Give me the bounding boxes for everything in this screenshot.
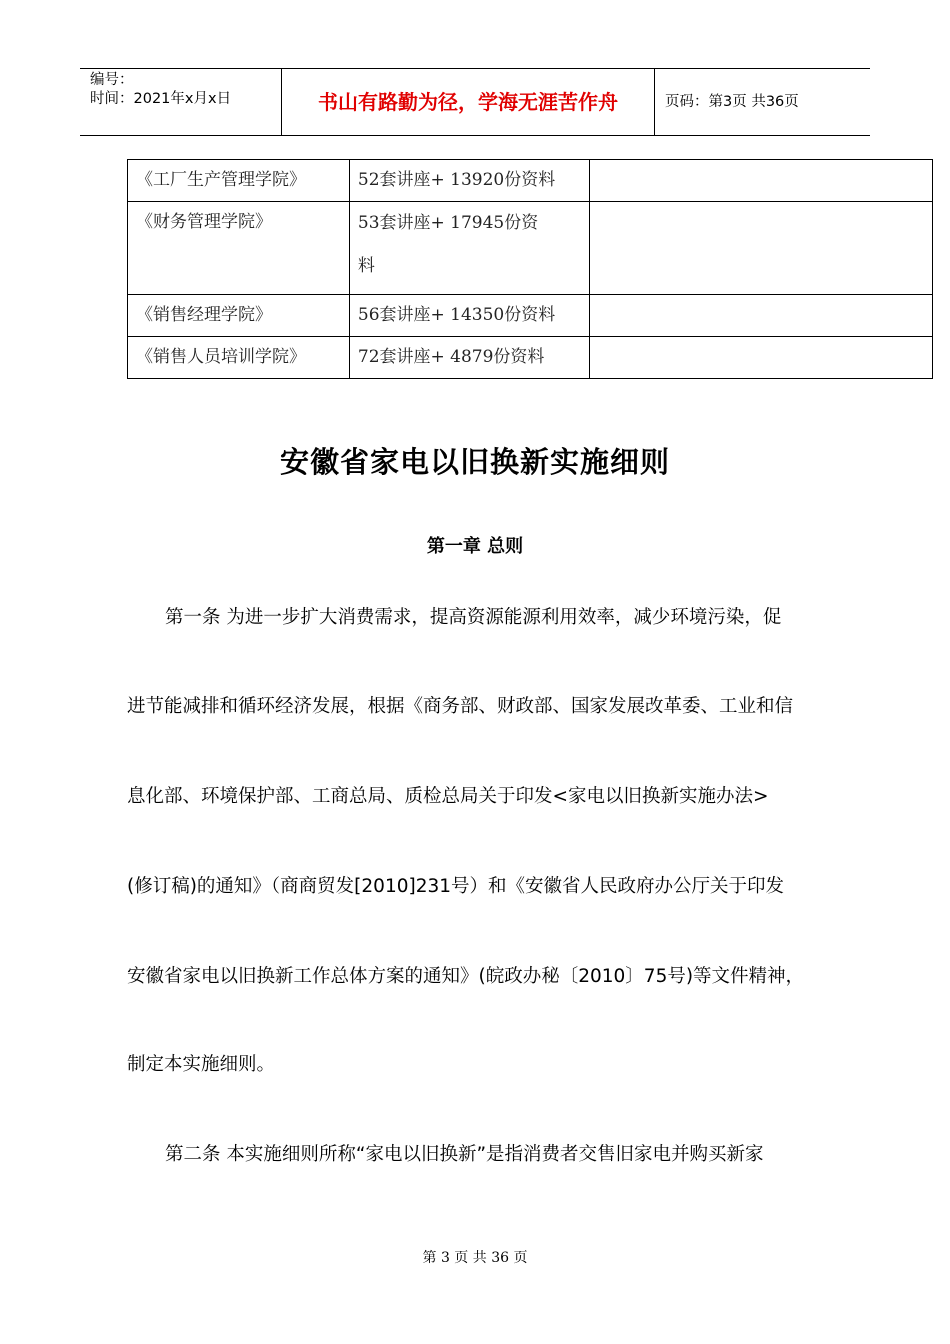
course-content-line: 料 <box>357 256 375 276</box>
body-line: 制定本实施细则。 <box>127 1054 276 1075</box>
table-row <box>128 160 933 202</box>
header-page-info: 页码：第3页 共36页 <box>665 94 799 110</box>
header-motto: 书山有路勤为径，学海无涯苦作舟 <box>282 69 655 135</box>
course-name: 《销售经理学院》 <box>128 295 350 337</box>
course-extra <box>589 337 932 379</box>
course-extra <box>589 295 932 337</box>
body-line: 进节能减排和循环经济发展，根据《商务部、财政部、国家发展改革委、工业和信 <box>127 696 794 717</box>
table-row <box>128 337 933 379</box>
chapter-heading: 第一章 总则 <box>426 536 524 557</box>
body-line: 第一条 为进一步扩大消费需求，提高资源能源利用效率，减少环境污染，促 <box>165 607 782 628</box>
course-extra <box>589 160 932 202</box>
page-footer: 第 3 页 共 36 页 <box>422 1250 528 1266</box>
course-content: 56套讲座+ 14350份资料 <box>349 295 589 337</box>
body-line: 息化部、环境保护部、工商总局、质检总局关于印发<家电以旧换新实施办法> <box>127 786 769 807</box>
body-line: (修订稿)的通知》（商商贸发[2010]231号）和《安徽省人民政府办公厅关于印发 <box>127 876 785 897</box>
course-content <box>349 202 589 295</box>
table-row <box>128 295 933 337</box>
course-name: 《工厂生产管理学院》 <box>128 160 350 202</box>
course-table <box>127 159 933 379</box>
course-name: 《财务管理学院》 <box>128 202 350 295</box>
course-content: 72套讲座+ 4879份资料 <box>349 337 589 379</box>
course-content-line: 53套讲座+ 17945份资 <box>357 213 539 233</box>
body-line: 第二条 本实施细则所称“家电以旧换新”是指消费者交售旧家电并购买新家 <box>165 1144 764 1165</box>
number-label: 编号： <box>90 72 134 88</box>
course-content: 52套讲座+ 13920份资料 <box>349 160 589 202</box>
table-row <box>128 202 933 295</box>
page-header <box>80 68 870 136</box>
body-line: 安徽省家电以旧换新工作总体方案的通知》(皖政办秘〔2010〕75号)等文件精神， <box>127 966 805 987</box>
time-label: 时间：2021年x月x日 <box>90 91 232 107</box>
course-name: 《销售人员培训学院》 <box>128 337 350 379</box>
document-title: 安徽省家电以旧换新实施细则 <box>279 445 670 479</box>
course-extra <box>589 202 932 295</box>
header-meta <box>80 69 282 135</box>
